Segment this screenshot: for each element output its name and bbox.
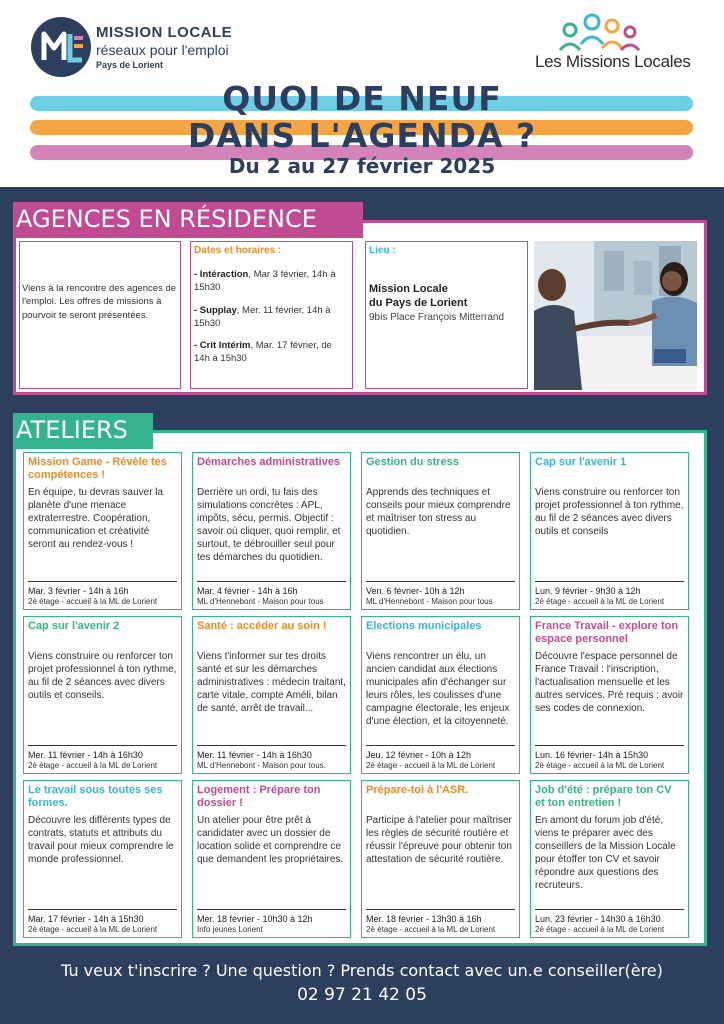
atelier-place: ML d'Hennebont - Maison pour tous bbox=[366, 597, 493, 606]
atelier-date: Mer. 11 février - 14h à 16h30 bbox=[197, 750, 312, 760]
atelier-footer bbox=[28, 909, 177, 934]
agence-date-detail: , Mar. 17 février, de 14h à 15h30 bbox=[194, 340, 332, 365]
atelier-title: Mission Game - Révèle tes compétences ! bbox=[28, 456, 167, 482]
atelier-place: 2è étage - accueil à la ML de Lorient bbox=[28, 925, 158, 934]
atelier-place: 2è étage - accueil à la ML de Lorient bbox=[366, 925, 496, 934]
atelier-place: 2è étage - accueil à la ML de Lorient bbox=[366, 761, 496, 770]
atelier-place: 2è étage - accueil à la ML de Lorient bbox=[28, 597, 158, 606]
atelier-card bbox=[361, 780, 520, 938]
agences-section bbox=[13, 220, 707, 395]
atelier-date: Mer. 11 février - 14h à 16h30 bbox=[28, 750, 143, 760]
atelier-footer bbox=[197, 909, 346, 934]
atelier-footer bbox=[535, 745, 684, 770]
agences-lieu-card bbox=[365, 241, 528, 389]
atelier-title: Cap sur l'avenir 1 bbox=[535, 456, 627, 468]
logo-location: Pays de Lorient bbox=[96, 60, 164, 70]
atelier-description: Apprends des techniques et conseils pour mieux comprendre et maîtriser ton stress au quotidien. bbox=[366, 487, 511, 537]
atelier-title: Démarches administratives bbox=[197, 456, 341, 468]
agences-title: AGENCES EN RÉSIDENCE bbox=[13, 202, 363, 238]
atelier-card bbox=[361, 616, 520, 774]
logo-text bbox=[96, 24, 232, 70]
agences-dates-card bbox=[190, 241, 353, 389]
agence-date-detail: , Mar 3 février, 14h à 15h30 bbox=[194, 269, 336, 294]
lieu-label: Lieu : bbox=[369, 245, 396, 256]
atelier-title: Job d'été : prépare ton CV et ton entretien ! bbox=[535, 784, 672, 810]
atelier-place: 2è étage - accueil à la ML de Lorient bbox=[535, 925, 665, 934]
atelier-footer bbox=[197, 745, 346, 770]
atelier-footer bbox=[366, 909, 515, 934]
agence-date-item bbox=[194, 304, 349, 331]
agences-intro-text: Viens à la rencontre des agences de l'emploi. Les offres de missions à pourvoir te seront présentées. bbox=[22, 283, 177, 321]
atelier-title: Prépare-toi à l'ASR. bbox=[366, 784, 469, 796]
atelier-place: Info jeunes Lorient bbox=[197, 925, 263, 934]
atelier-description: Découvre l'espace personnel de France Travail : l'inscription, l'actualisation mensuelle et les autres services. Pré requis : avoir ses codes de connexion. bbox=[535, 651, 684, 715]
atelier-description: Participe à l'atelier pour maîtriser les règles de sécurité routière et réussir l'épreuve pour obtenir ton attestation de sécurité routière. bbox=[366, 815, 512, 865]
header bbox=[0, 0, 724, 187]
agence-date-item bbox=[194, 268, 349, 295]
lieu-address: 9bis Place François Mitterrand bbox=[369, 311, 505, 323]
atelier-title: Logement : Prépare ton dossier ! bbox=[197, 784, 321, 810]
atelier-card bbox=[361, 452, 520, 610]
atelier-card bbox=[192, 780, 351, 938]
agence-name: - Supplay bbox=[194, 304, 237, 316]
atelier-card bbox=[192, 616, 351, 774]
atelier-date: Lun. 9 février - 9h30 à 12h bbox=[535, 586, 641, 596]
atelier-title: Le travail sous toutes ses formes. bbox=[28, 784, 163, 810]
logo-title: MISSION LOCALE bbox=[96, 24, 233, 41]
atelier-card bbox=[23, 780, 182, 938]
lieu-name-line-1: Mission Locale bbox=[369, 283, 448, 295]
dates-label: Dates et horaires : bbox=[194, 245, 282, 256]
atelier-description: Viens construire ou renforcer ton projet professionnel à ton rythme, au fil de 2 séances avec divers outils et conseils. bbox=[28, 651, 177, 701]
atelier-footer bbox=[197, 581, 346, 606]
atelier-card bbox=[23, 616, 182, 774]
atelier-footer bbox=[28, 581, 177, 606]
atelier-description: Découvre les différents types de contrats, statuts et attributs du travail pour mieux comprendre le monde professionnel. bbox=[28, 815, 174, 866]
ateliers-title: ATELIERS bbox=[13, 413, 153, 449]
atelier-date: Mar. 4 février - 14h à 16h bbox=[197, 586, 298, 596]
atelier-title: Elections municipales bbox=[366, 620, 482, 632]
atelier-footer bbox=[366, 581, 515, 606]
atelier-place: 2è étage - accueil à la ML de Lorient bbox=[535, 597, 665, 606]
atelier-footer bbox=[535, 909, 684, 934]
atelier-description: En équipe, tu devras sauver la planète d'une menace extraterrestre. Coopération, communication et créativité seront au rendez-vous ! bbox=[28, 487, 164, 551]
atelier-description: Viens construire ou renforcer ton projet professionnel à ton rythme, au fil de 2 séances avec divers outils et conseils bbox=[535, 487, 684, 537]
ateliers-section bbox=[13, 430, 707, 946]
atelier-description: En amont du forum job d'été, viens te préparer avec des conseillers de la Mission Locale pour étoffer ton CV et savoir répondre aux questions des recruteurs. bbox=[535, 815, 676, 892]
atelier-date: Mer. 18 février - 13h30 à 16h bbox=[366, 914, 482, 924]
atelier-place: ML d'Hennebont - Maison pour tous. bbox=[197, 761, 326, 770]
atelier-description: Un atelier pour être prêt à candidater avec un dossier de location solide et comprendre ce que demandent les propriétaires. bbox=[197, 815, 344, 866]
atelier-card bbox=[530, 452, 689, 610]
agence-date-detail: , Mer. 11 février, 14h à 15h30 bbox=[194, 304, 331, 329]
agence-name: - Intéraction bbox=[194, 269, 249, 280]
atelier-description: Derrière un ordi, tu fais des simulations concrètes : APL, impôts, sécu, permis. Objectif : savoir où cliquer, quoi remplir, et surtout, te débrouiller seul pour tes démarches du quotidien. bbox=[197, 487, 341, 563]
atelier-card bbox=[23, 452, 182, 610]
atelier-title: Santé : accéder au soin ! bbox=[197, 620, 327, 632]
atelier-title: Cap sur l'avenir 2 bbox=[28, 620, 120, 632]
atelier-place: 2è étage - accueil à la ML de Lorient bbox=[535, 761, 665, 770]
agence-date-item bbox=[194, 339, 349, 366]
lieu-name-line-2: du Pays de Lorient bbox=[369, 297, 468, 310]
atelier-date: Jeu. 12 février - 10h à 12h bbox=[366, 750, 472, 760]
atelier-footer bbox=[28, 745, 177, 770]
footer-phone[interactable]: 02 97 21 42 05 bbox=[297, 985, 427, 1005]
atelier-card bbox=[530, 780, 689, 938]
headline-dates: Du 2 au 27 février 2025 bbox=[228, 154, 496, 178]
footer-question: Tu veux t'inscrire ? Une question ? Prends contact avec un.e conseiller(ère) bbox=[61, 961, 663, 980]
atelier-place: 2è étage - accueil à la ML de Lorient bbox=[28, 761, 158, 770]
atelier-date: Ven. 6 février- 10h à 12h bbox=[366, 586, 465, 596]
atelier-date: Mar. 17 février - 14h à 15h30 bbox=[28, 914, 144, 924]
agences-intro-card bbox=[19, 241, 181, 389]
atelier-title: France Travail - explore ton espace personnel bbox=[535, 620, 679, 646]
headline-line-1: QUOI DE NEUF bbox=[222, 79, 502, 118]
atelier-card bbox=[192, 452, 351, 610]
partner-logo-text: Les Missions Locales bbox=[535, 52, 691, 71]
atelier-footer bbox=[366, 745, 515, 770]
atelier-footer bbox=[535, 581, 684, 606]
atelier-date: Mer. 18 février - 10h30 à 12h bbox=[197, 914, 313, 924]
mission-locale-logo-icon bbox=[30, 16, 92, 78]
atelier-card bbox=[530, 616, 689, 774]
atelier-date: Lun. 16 février- 14h à 15h30 bbox=[535, 750, 649, 760]
headline-line-2: DANS L'AGENDA ? bbox=[187, 116, 537, 155]
atelier-description: Viens rencontrer un élu, un ancien candidat aux élections municipales afin d'échanger sur leurs rôles, les coulisses d'une campagne électorale, les enjeux d'une élection, et la citoyenneté. bbox=[366, 651, 510, 727]
atelier-description: Viens t'informer sur tes droits santé et sur les démarches administratives : médecin traitant, carte vitale, compte Améli, bilan de santé, arrêt de travail... bbox=[197, 651, 346, 714]
atelier-date: Lun. 23 février - 14h30 à 16h30 bbox=[535, 914, 661, 924]
atelier-place: ML d'Hennebont - Maison pour tous bbox=[197, 597, 324, 606]
handshake-photo-icon bbox=[534, 241, 697, 390]
atelier-date: Mar. 3 février - 14h à 16h bbox=[28, 586, 129, 596]
agence-name: - Crit Intérim bbox=[194, 340, 251, 352]
atelier-title: Gestion du stress bbox=[366, 456, 459, 468]
logo-subtitle: réseaux pour l'emploi bbox=[96, 42, 229, 58]
